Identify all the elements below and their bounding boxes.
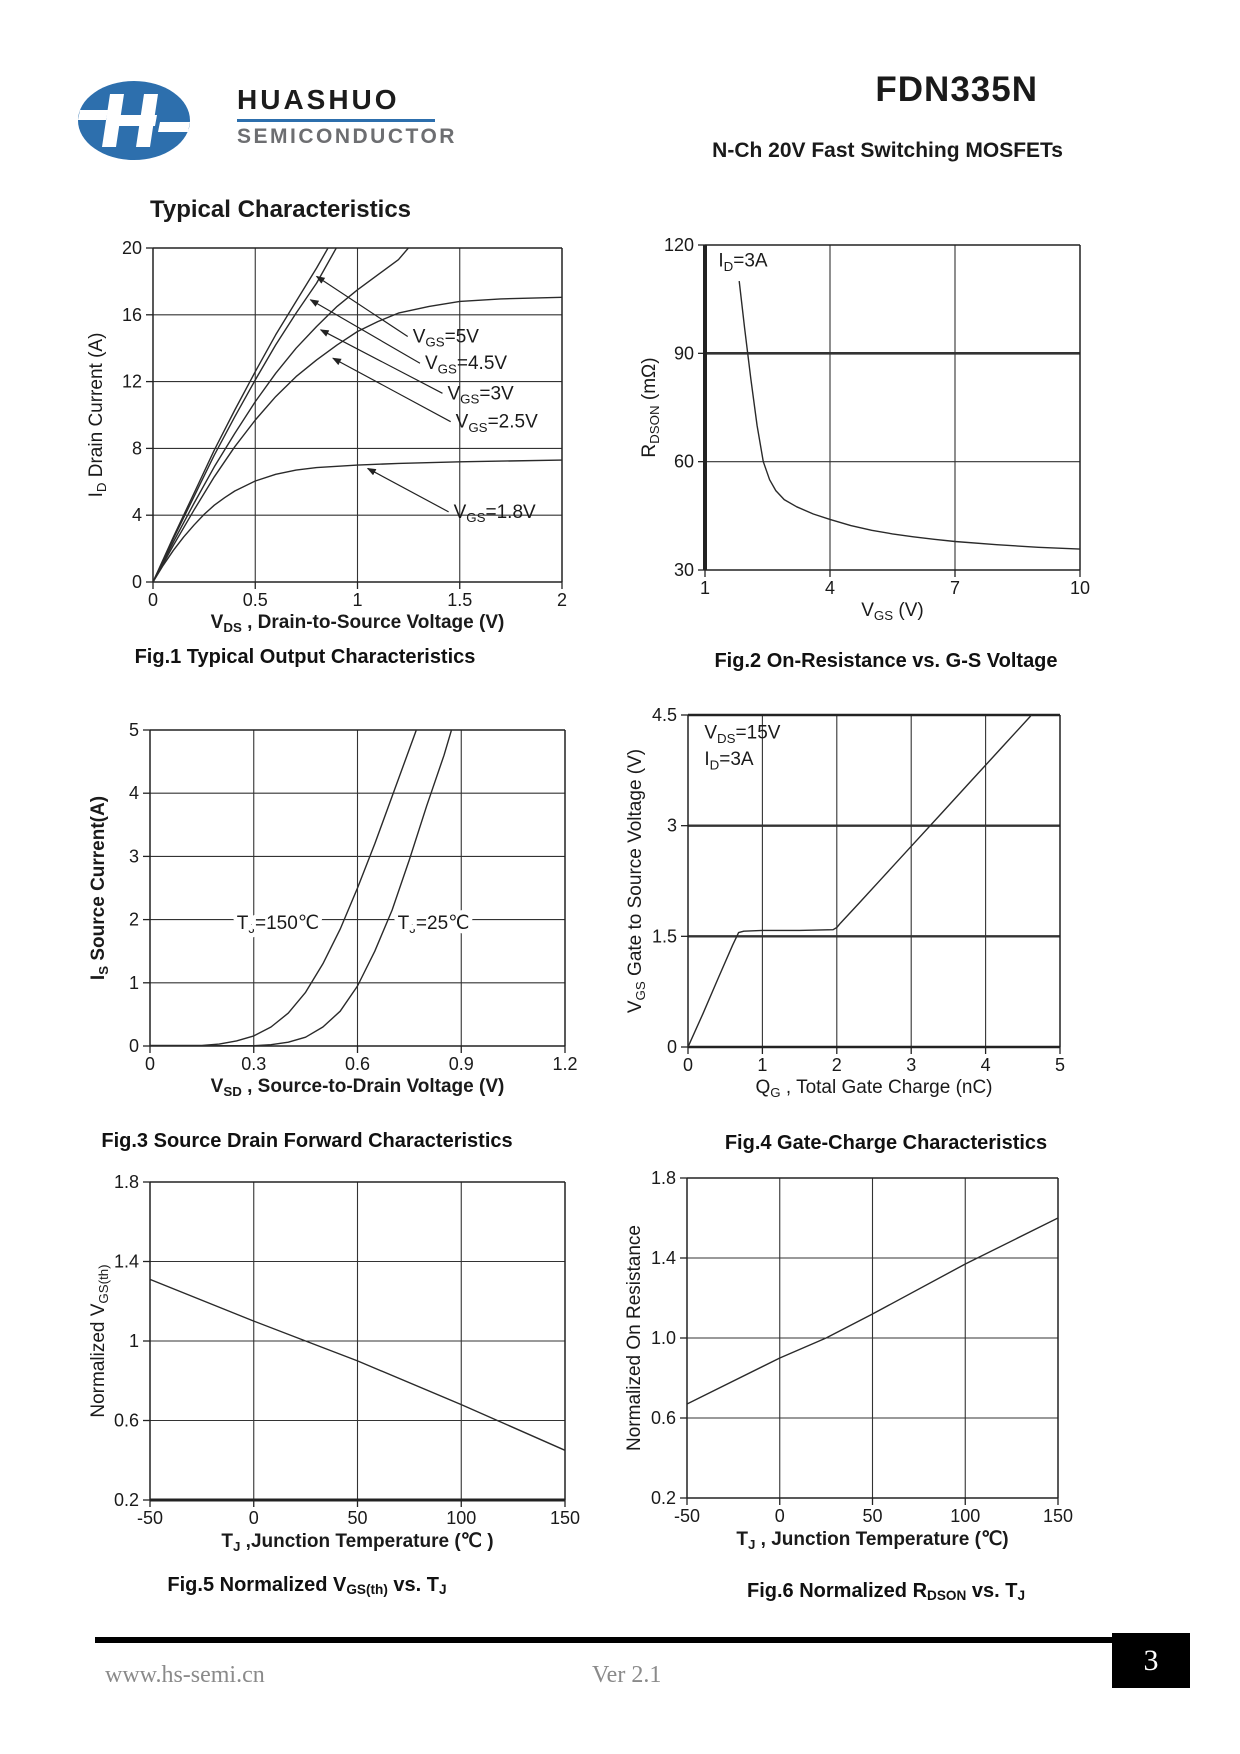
fig4-gate-charge bbox=[625, 705, 1065, 1100]
fig5-normalized-vgsth-ytick-label: 0.2 bbox=[113, 1490, 139, 1510]
fig4-caption: Fig.4 Gate-Charge Characteristics bbox=[724, 1132, 1048, 1154]
fig3-source-drain-forward-xtick-label: 0.3 bbox=[241, 1054, 267, 1074]
fig5-normalized-vgsth-ytick-label: 1 bbox=[128, 1331, 139, 1351]
fig6-normalized-rdson-ytick-label: 0.2 bbox=[650, 1488, 676, 1508]
fig5-normalized-vgsth-xtick-label: 0 bbox=[248, 1508, 259, 1528]
fig3-source-drain-forward-xtick-label: 0 bbox=[144, 1054, 156, 1074]
fig4-gate-charge-xtick-label: 0 bbox=[682, 1055, 694, 1075]
fig1-output-characteristics-ytick-label: 0 bbox=[131, 572, 142, 592]
fig6-normalized-rdson-ytick-label: 1.4 bbox=[650, 1248, 676, 1268]
fig1-output-characteristics-curve-label-3: $V_{GS}=2.5V$ bbox=[455, 411, 538, 435]
fig3-source-drain-forward-ylabel: $I_S$ Source Current(A) bbox=[88, 795, 112, 981]
fig1-output-characteristics-ytick-label: 12 bbox=[121, 371, 142, 392]
fig2-on-resistance bbox=[639, 235, 1090, 623]
fig5-normalized-vgsth-xlabel: $T_J$ ,Junction Temperature (℃ ) bbox=[221, 1531, 494, 1555]
fig6-normalized-rdson-xtick-label: 50 bbox=[862, 1506, 883, 1526]
fig5-normalized-vgsth-ytick-label: 0.6 bbox=[113, 1410, 139, 1431]
fig1-output-characteristics-xtick-label: 1.5 bbox=[447, 590, 473, 610]
fig4-gate-charge-xlabel: $Q_G$ , Total Gate Charge (nC) bbox=[755, 1077, 993, 1101]
fig3-source-drain-forward-series-tj-150c bbox=[150, 721, 420, 1046]
part-subtitle: N-Ch 20V Fast Switching MOSFETs bbox=[712, 139, 1063, 162]
fig6-normalized-rdson-xtick-label: -50 bbox=[673, 1506, 701, 1526]
fig3-source-drain-forward-ytick-label: 4 bbox=[128, 783, 139, 804]
fig1-output-characteristics-ytick-label: 20 bbox=[121, 238, 142, 258]
fig6-caption: Fig.6 Normalized $R_{DSON}$ vs. $T_J$ bbox=[746, 1580, 1025, 1603]
fig4-gate-charge-xtick-label: 3 bbox=[906, 1055, 917, 1075]
fig1-output-characteristics-ytick-label: 4 bbox=[131, 505, 142, 526]
fig1-output-characteristics-ytick-label: 8 bbox=[131, 438, 142, 459]
fig3-source-drain-forward-ytick-label: 2 bbox=[128, 909, 139, 930]
fig2-caption: Fig.2 On-Resistance vs. G-S Voltage bbox=[714, 650, 1058, 672]
fig5-normalized-vgsth-ytick-label: 1.8 bbox=[113, 1172, 139, 1192]
part-number-title: FDN335N bbox=[875, 70, 1038, 109]
fig1-output-characteristics bbox=[86, 238, 567, 635]
fig2-on-resistance-series-rdson-vs-vgs-at-id-3a bbox=[739, 281, 1080, 549]
fig5-normalized-vgsth bbox=[88, 1172, 580, 1554]
logo-company-name: HUASHUO bbox=[237, 84, 400, 115]
fig4-gate-charge-ytick-label: 3 bbox=[666, 815, 677, 836]
fig3-source-drain-forward-xlabel: $V_{SD}$ , Source-to-Drain Voltage (V) bbox=[210, 1076, 505, 1100]
fig2-on-resistance-xlabel: $V_{GS}$ (V) bbox=[861, 600, 924, 624]
fig1-output-characteristics-xlabel: $V_{DS}$ , Drain-to-Source Voltage (V) bbox=[210, 612, 505, 636]
fig2-on-resistance-xtick-label: 1 bbox=[699, 578, 711, 598]
fig6-normalized-rdson-ytick-label: 0.6 bbox=[650, 1408, 676, 1428]
fig5-normalized-vgsth-ytick-label: 1.4 bbox=[113, 1251, 139, 1272]
fig6-normalized-rdson-xtick-label: 0 bbox=[774, 1506, 785, 1526]
footer-rule bbox=[95, 1637, 1112, 1643]
fig4-gate-charge-annotation-0: $V_{DS}=15V$ bbox=[704, 722, 781, 746]
fig4-gate-charge-ytick-label: 0 bbox=[666, 1037, 677, 1057]
fig3-source-drain-forward bbox=[88, 720, 578, 1099]
fig4-gate-charge-ylabel: $V_{GS}$ Gate to Source Voltage (V) bbox=[625, 748, 649, 1014]
fig4-gate-charge-xtick-label: 4 bbox=[980, 1055, 991, 1075]
fig6-normalized-rdson-ytick-label: 1.8 bbox=[650, 1168, 676, 1188]
fig1-output-characteristics-ytick-label: 16 bbox=[121, 304, 142, 325]
fig2-on-resistance-xtick-label: 7 bbox=[949, 578, 961, 598]
fig1-output-characteristics-series-vgs-3v bbox=[153, 243, 413, 582]
fig5-normalized-vgsth-xtick-label: 150 bbox=[549, 1508, 581, 1528]
fig1-output-characteristics-curve-label-0: $V_{GS}=5V$ bbox=[412, 326, 479, 350]
fig1-output-characteristics-curve-label-1: $V_{GS}=4.5V$ bbox=[424, 353, 508, 377]
fig2-on-resistance-xtick-label: 10 bbox=[1069, 578, 1091, 598]
fig4-gate-charge-xtick-label: 5 bbox=[1054, 1055, 1066, 1075]
fig3-source-drain-forward-ytick-label: 1 bbox=[128, 972, 139, 993]
fig2-on-resistance-xtick-label: 4 bbox=[824, 578, 836, 598]
fig4-gate-charge-xtick-label: 1 bbox=[757, 1055, 768, 1075]
fig5-normalized-vgsth-xtick-label: -50 bbox=[136, 1508, 164, 1528]
fig6-normalized-rdson bbox=[624, 1168, 1073, 1552]
page-number-badge: 3 bbox=[1112, 1633, 1190, 1688]
fig6-normalized-rdson-ylabel: Normalized On Resistance bbox=[624, 1225, 645, 1451]
fig1-output-characteristics-xtick-label: 2 bbox=[556, 590, 568, 610]
fig3-source-drain-forward-curve-label-1: $T_J=25℃$ bbox=[397, 912, 470, 936]
fig3-source-drain-forward-ytick-label: 5 bbox=[128, 720, 139, 740]
fig2-on-resistance-ytick-label: 60 bbox=[673, 451, 694, 472]
fig6-normalized-rdson-xtick-label: 100 bbox=[950, 1506, 981, 1526]
fig6-normalized-rdson-xlabel: $T_J$ , Junction Temperature (℃) bbox=[736, 1529, 1009, 1553]
fig3-source-drain-forward-xtick-label: 0.6 bbox=[344, 1054, 371, 1074]
section-title: Typical Characteristics bbox=[150, 196, 412, 223]
fig1-output-characteristics-curve-label-4: $V_{GS}=1.8V$ bbox=[453, 501, 536, 526]
fig1-caption: Fig.1 Typical Output Characteristics bbox=[134, 646, 476, 668]
fig3-caption: Fig.3 Source Drain Forward Characteristics bbox=[101, 1130, 513, 1152]
fig5-caption: Fig.5 Normalized $V_{GS(th)}$ vs. $T_J$ bbox=[167, 1574, 447, 1597]
fig2-on-resistance-annotation-0: $I_D=3A$ bbox=[718, 250, 768, 274]
fig3-source-drain-forward-curve-label-0: $T_J=150℃$ bbox=[236, 912, 320, 936]
fig1-output-characteristics-curve-label-2: $V_{GS}=3V$ bbox=[447, 383, 514, 407]
fig5-normalized-vgsth-xtick-label: 100 bbox=[446, 1508, 477, 1528]
fig6-normalized-rdson-ytick-label: 1.0 bbox=[650, 1328, 676, 1348]
fig3-source-drain-forward-ytick-label: 0 bbox=[128, 1036, 139, 1056]
fig2-on-resistance-ylabel: $R_{DSON}$ (mΩ) bbox=[639, 357, 663, 458]
footer-version: Ver 2.1 bbox=[592, 1662, 662, 1688]
fig4-gate-charge-ytick-label: 4.5 bbox=[651, 705, 677, 725]
footer-website: www.hs-semi.cn bbox=[105, 1662, 265, 1688]
fig1-output-characteristics-xtick-label: 0.5 bbox=[242, 590, 268, 610]
fig5-normalized-vgsth-ylabel: Normalized $V_{GS(th)}$ bbox=[88, 1264, 112, 1418]
fig4-gate-charge-xtick-label: 2 bbox=[831, 1055, 842, 1075]
fig3-source-drain-forward-xtick-label: 1.2 bbox=[552, 1054, 578, 1074]
fig5-normalized-vgsth-xtick-label: 50 bbox=[347, 1508, 368, 1528]
fig2-on-resistance-ytick-label: 30 bbox=[673, 560, 694, 580]
fig6-normalized-rdson-xtick-label: 150 bbox=[1042, 1506, 1074, 1526]
fig3-source-drain-forward-ytick-label: 3 bbox=[128, 846, 139, 867]
fig3-source-drain-forward-xtick-label: 0.9 bbox=[448, 1054, 474, 1074]
fig1-output-characteristics-xtick-label: 1 bbox=[352, 590, 363, 610]
fig1-output-characteristics-xtick-label: 0 bbox=[147, 590, 159, 610]
fig2-on-resistance-ytick-label: 90 bbox=[673, 343, 694, 364]
fig4-gate-charge-ytick-label: 1.5 bbox=[651, 926, 677, 947]
fig2-on-resistance-ytick-label: 120 bbox=[663, 235, 694, 255]
fig1-output-characteristics-ylabel: $I_D$ Drain Current (A) bbox=[86, 332, 110, 498]
fig4-gate-charge-annotation-1: $I_D=3A$ bbox=[704, 749, 754, 773]
logo-company-subname: SEMICONDUCTOR bbox=[237, 125, 457, 148]
